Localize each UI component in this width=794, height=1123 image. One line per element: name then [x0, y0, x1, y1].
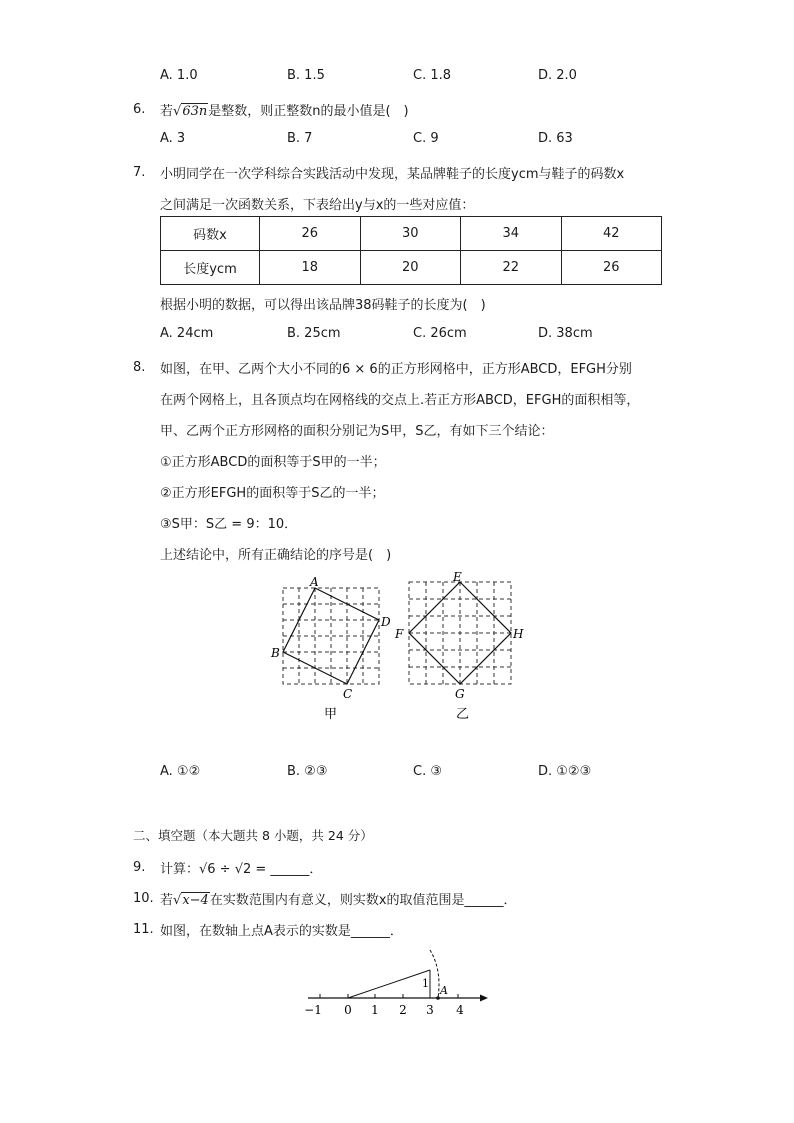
table-cell: 18	[260, 251, 361, 285]
q7-option-c: C. 26cm	[413, 326, 467, 341]
label-c: C	[343, 687, 353, 701]
tick-label: −1	[304, 1003, 322, 1017]
table-cell: 34	[461, 217, 562, 251]
table-cell: 30	[360, 217, 461, 251]
table-head-size: 码数x	[161, 217, 260, 251]
label-a: A	[310, 575, 319, 589]
q8-line2: 在两个网格上，且各顶点均在网格线的交点上.若正方形ABCD，EFGH的面积相等，	[160, 393, 640, 408]
tick-label: 2	[399, 1003, 407, 1017]
table-cell: 26	[561, 251, 662, 285]
table-row	[161, 251, 662, 285]
table-cell: 20	[360, 251, 461, 285]
q8-line1: 如图，在甲、乙两个大小不同的6 × 6的正方形网格中，正方形ABCD，EFGH分别	[160, 362, 632, 377]
q8-figure	[268, 570, 528, 730]
section-heading: 二、填空题（本大题共 8 小题，共 24 分）	[133, 828, 373, 843]
grid-yi	[409, 582, 511, 684]
q8-line3: 甲、乙两个正方形网格的面积分别记为S甲，S乙，有如下三个结论：	[160, 424, 554, 439]
label-yi: 乙	[456, 707, 470, 722]
q7-question: 根据小明的数据，可以得出该品牌38码鞋子的长度为( )	[160, 298, 486, 313]
label-d: D	[381, 615, 391, 629]
q9-text: 计算：√6 ÷ √2 = ______．	[160, 862, 323, 877]
q5-option-d: D. 2.0	[538, 68, 577, 83]
q7-option-a: A. 24cm	[160, 326, 214, 341]
q11-text: 如图，在数轴上点A表示的实数是______．	[160, 924, 403, 939]
q8-option-c: C. ③	[413, 764, 442, 779]
table-cell: 42	[561, 217, 662, 251]
table-cell: 26	[260, 217, 361, 251]
q5-option-b: B. 1.5	[287, 68, 325, 83]
q9-number: 9.	[133, 860, 146, 875]
q7-line1: 小明同学在一次学科综合实践活动中发现，某品牌鞋子的长度ycm与鞋子的码数x	[160, 167, 625, 182]
table-row	[161, 217, 662, 251]
q8-option-b: B. ②③	[287, 764, 328, 779]
q8-question: 上述结论中，所有正确结论的序号是( )	[160, 548, 392, 563]
q7-option-d: D. 38cm	[538, 326, 593, 341]
q8-conclusion-1: ①正方形ABCD的面积等于S甲的一半；	[160, 455, 386, 470]
q10-radicand: x−4	[182, 893, 209, 908]
q5-option-a: A. 1.0	[160, 68, 198, 83]
q6-post: 是整数，则正整数n的最小值是( )	[208, 104, 409, 119]
label-f: F	[395, 627, 404, 641]
point-a-label: A	[440, 984, 448, 997]
q10-pre: 若	[160, 893, 174, 908]
q11-number-line	[300, 940, 500, 1025]
q6-option-a: A. 3	[160, 131, 186, 146]
tick-label: 3	[426, 1003, 434, 1017]
tick-label: 1	[371, 1003, 379, 1017]
table-cell: 22	[461, 251, 562, 285]
q8-option-a: A. ①②	[160, 764, 201, 779]
q10-number: 10.	[133, 891, 154, 906]
q7-line2: 之间满足一次函数关系，下表给出y与x的一些对应值：	[160, 198, 475, 213]
q8-number: 8.	[133, 360, 146, 375]
q6-radicand: 63n	[182, 104, 208, 119]
q6-option-b: B. 7	[287, 131, 313, 146]
table-head-length: 长度ycm	[161, 251, 260, 285]
q8-conclusion-3: ③S甲：S乙 = 9：10．	[160, 517, 298, 532]
label-e: E	[453, 570, 462, 584]
tick-label: 4	[456, 1003, 464, 1017]
label-h: H	[513, 627, 524, 641]
q5-option-c: C. 1.8	[413, 68, 452, 83]
grid-jia	[283, 588, 379, 684]
q6-stem: 若√63n是整数，则正整数n的最小值是( )	[160, 104, 409, 119]
q6-option-d: D. 63	[538, 131, 573, 146]
label-g: G	[455, 687, 465, 701]
height-label: 1	[422, 977, 429, 990]
label-jia: 甲	[324, 707, 338, 722]
q7-number: 7.	[133, 165, 146, 180]
q8-option-d: D. ①②③	[538, 764, 592, 779]
q6-option-c: C. 9	[413, 131, 439, 146]
q7-table	[160, 216, 662, 285]
label-b: B	[271, 646, 280, 660]
q6-number: 6.	[133, 102, 146, 117]
q11-number: 11.	[133, 922, 154, 937]
q10-stem: 若√x−4在实数范围内有意义，则实数x的取值范围是______．	[160, 893, 517, 908]
q6-pre: 若	[160, 104, 174, 119]
arrow-icon	[480, 995, 488, 1002]
q7-option-b: B. 25cm	[287, 326, 341, 341]
tick-label: 0	[344, 1003, 352, 1017]
q10-post: 在实数范围内有意义，则实数x的取值范围是______．	[209, 893, 517, 908]
q8-conclusion-2: ②正方形EFGH的面积等于S乙的一半；	[160, 486, 385, 501]
